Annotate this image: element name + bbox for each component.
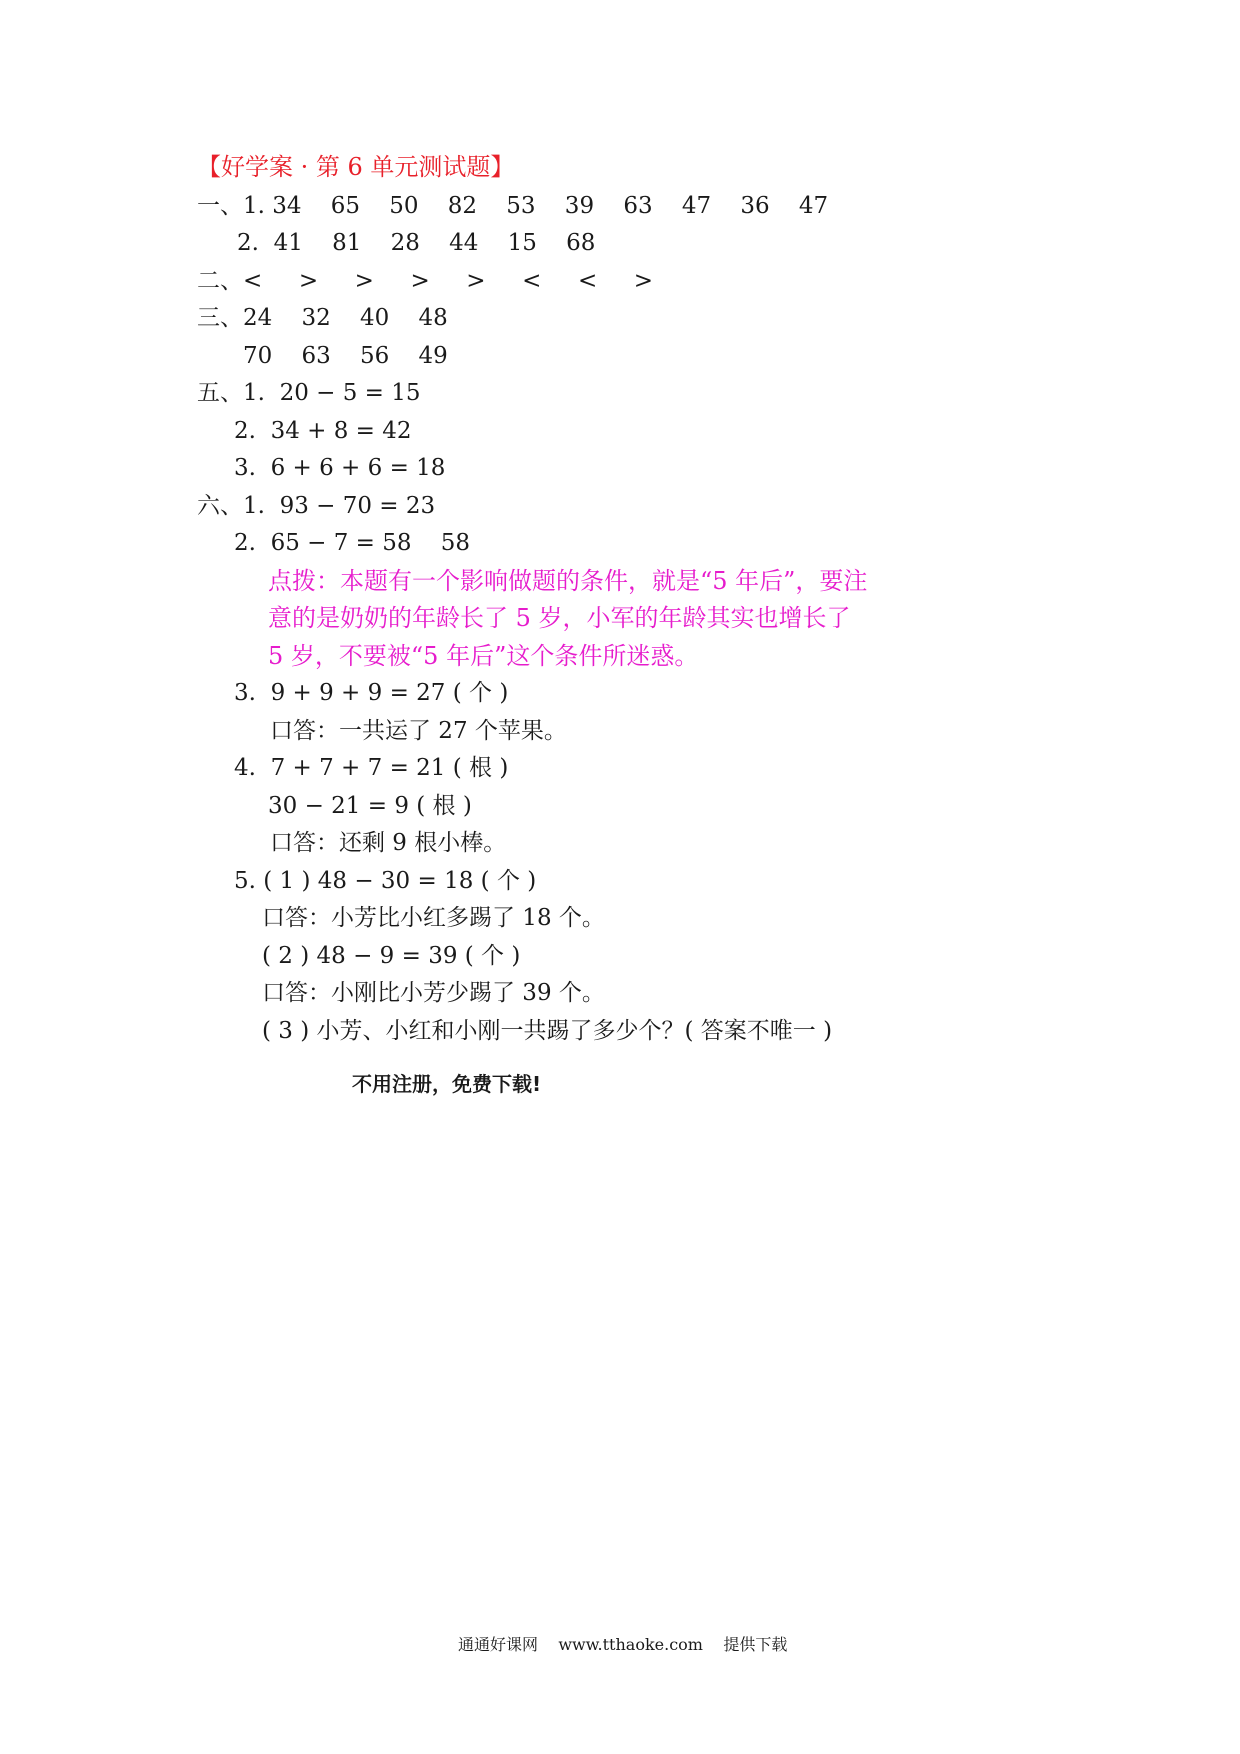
answer-line-6-3-reply: 口答：一共运了 27 个苹果。 xyxy=(270,718,567,744)
tip-line-3: 5 岁，不要被“5 年后”这个条件所迷惑。 xyxy=(268,642,699,670)
answer-line-5-2: 2. 34 + 8 = 42 xyxy=(234,418,412,444)
answer-line-6-5-part-2: ( 2 ) 48 − 9 = 39 ( 个 ) xyxy=(262,943,521,969)
answer-line-5-1: 五、1. 20 − 5 = 15 xyxy=(197,380,421,406)
answer-line-6-5: 5. ( 1 ) 48 − 30 = 18 ( 个 ) xyxy=(234,868,537,894)
page-title: 【好学案 · 第 6 单元测试题】 xyxy=(197,153,515,181)
footer-credit: 通通好课网 www.tthaoke.com 提供下载 xyxy=(458,1635,788,1654)
free-download-note: 不用注册，免费下载! xyxy=(352,1072,542,1096)
answer-line-3-1: 三、24 32 40 48 xyxy=(197,305,448,331)
answer-line-6-5-part-3: ( 3 ) 小芳、小红和小刚一共踢了多少个？( 答案不唯一 ) xyxy=(262,1018,833,1044)
answer-line-6-1: 六、1. 93 − 70 = 23 xyxy=(197,493,436,519)
tip-line-1: 点拨：本题有一个影响做题的条件，就是“5 年后”，要注 xyxy=(268,567,868,595)
answer-line-2: 二、< > > > > < < > xyxy=(197,268,654,294)
answer-line-6-4: 4. 7 + 7 + 7 = 21 ( 根 ) xyxy=(234,755,509,781)
answer-line-6-5-reply-2: 口答：小刚比小芳少踢了 39 个。 xyxy=(262,980,605,1006)
answer-line-6-5-reply-1: 口答：小芳比小红多踢了 18 个。 xyxy=(262,905,605,931)
answer-line-6-3: 3. 9 + 9 + 9 = 27 ( 个 ) xyxy=(234,680,509,706)
answer-line-6-2: 2. 65 − 7 = 58 58 xyxy=(234,530,471,556)
tip-line-2: 意的是奶奶的年龄长了 5 岁，小军的年龄其实也增长了 xyxy=(268,604,851,632)
answer-line-1-1: 一、1. 34 65 50 82 53 39 63 47 36 47 xyxy=(197,193,829,219)
answer-line-1-2: 2. 41 81 28 44 15 68 xyxy=(237,230,596,256)
answer-line-6-4-calc: 30 − 21 = 9 ( 根 ) xyxy=(268,793,472,819)
answer-line-6-4-reply: 口答：还剩 9 根小棒。 xyxy=(270,830,507,856)
answer-line-3-2: 70 63 56 49 xyxy=(243,343,448,369)
answer-line-5-3: 3. 6 + 6 + 6 = 18 xyxy=(234,455,446,481)
